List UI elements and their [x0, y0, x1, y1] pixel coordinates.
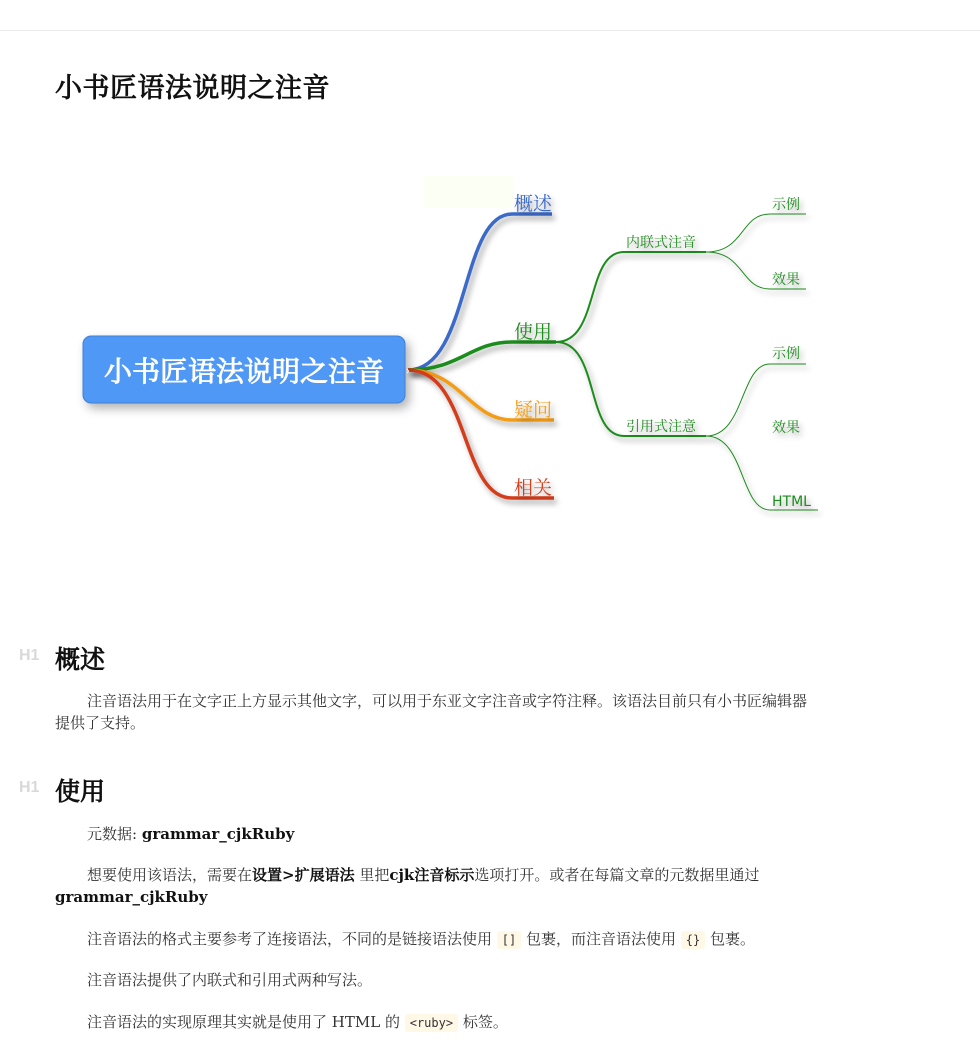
mindmap-node-reference-effect[interactable]: 效果 [772, 420, 800, 436]
mindmap-node-question[interactable]: 疑问 [514, 399, 553, 421]
code-brackets-curly: {} [681, 931, 705, 949]
overview-paragraph: 注音语法用于在文字正上方显示其他文字，可以用于东亚文字注音或字符注释。该语法目前只有小书匠编辑器提供了支持。 [55, 692, 808, 732]
section-heading-overview: 概述 [55, 645, 106, 674]
format-text-2: 包裹，而注音语法使用 [521, 930, 681, 948]
heading-level-marker: H1 [19, 779, 40, 796]
format-paragraph [55, 928, 815, 951]
mindmap [0, 160, 980, 540]
enable-text-1: 想要使用该语法，需要在 [87, 866, 253, 884]
enable-text-3: 选项打开。或者在每篇文章的元数据里通过 [474, 866, 760, 884]
enable-paragraph [55, 864, 815, 908]
mindmap-node-usage[interactable]: 使用 [514, 321, 553, 343]
metadata-paragraph [55, 823, 815, 845]
overview-highlight [424, 176, 514, 208]
metadata-key: grammar_cjkRuby [141, 825, 295, 843]
format-text-1: 注音语法的格式主要参考了连接语法，不同的是链接语法使用 [87, 930, 497, 948]
code-ruby-tag: <ruby> [405, 1014, 458, 1032]
mindmap-node-reference-example[interactable]: 示例 [772, 346, 800, 362]
principle-text-2: 标签。 [458, 1013, 508, 1031]
branch-line-inline-example [706, 214, 806, 252]
document-title: 小书匠语法说明之注音 [55, 73, 330, 104]
metadata-key-inline: grammar_cjkRuby [55, 888, 208, 906]
root-connector-icon: › [406, 366, 410, 377]
mindmap-node-inline[interactable]: 内联式注音 [626, 235, 696, 251]
mindmap-node-overview[interactable]: 概述 [514, 193, 553, 215]
mindmap-node-reference[interactable]: 引用式注意 [626, 419, 696, 435]
top-bar [0, 0, 980, 31]
code-brackets-square: [] [497, 931, 521, 949]
mindmap-node-inline-example[interactable]: 示例 [772, 197, 800, 213]
mindmap-node-related[interactable]: 相关 [514, 477, 553, 499]
settings-path: 设置>扩展语法 [252, 866, 355, 884]
branch-line-inline [556, 252, 706, 342]
enable-text-2: 里把 [354, 866, 390, 884]
mindmap-node-reference-html[interactable]: HTML [772, 494, 811, 510]
principle-paragraph [55, 1011, 815, 1034]
mindmap-root-label: 小书匠语法说明之注音 [103, 355, 385, 388]
branch-line-usage [408, 342, 556, 370]
mindmap-node-inline-effect[interactable]: 效果 [772, 272, 800, 288]
cjk-option-name: cjk注音标示 [389, 866, 475, 884]
principle-text-1: 注音语法的实现原理其实就是使用了 HTML 的 [87, 1013, 405, 1031]
format-text-3: 包裹。 [705, 930, 756, 948]
heading-level-marker: H1 [19, 647, 40, 664]
styles-paragraph: 注音语法提供了内联式和引用式两种写法。 [87, 971, 373, 989]
section-heading-usage: 使用 [55, 777, 106, 806]
metadata-label: 元数据: [87, 825, 142, 843]
